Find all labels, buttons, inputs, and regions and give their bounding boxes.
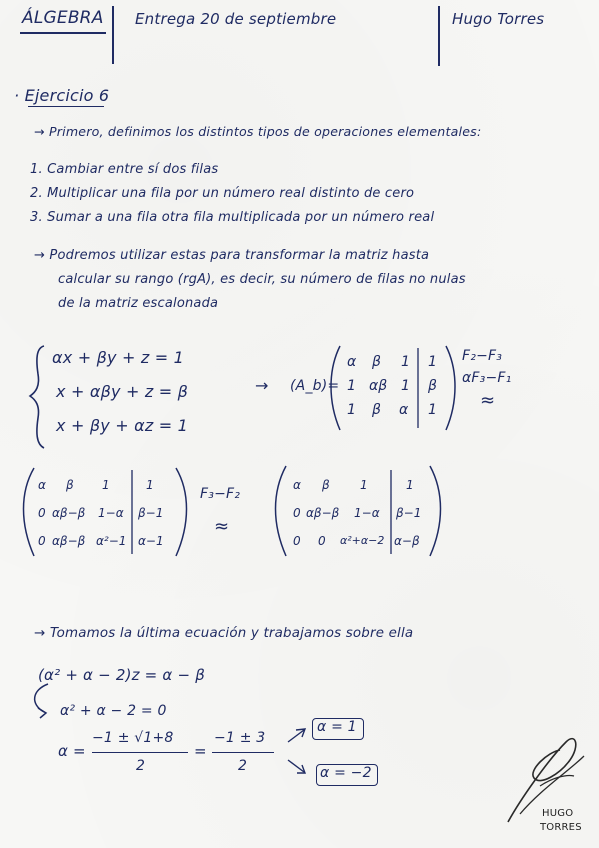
m3-b3: α−β	[394, 534, 420, 548]
signature-name-2: TORRES	[540, 822, 582, 833]
m1-r1c3: 1	[401, 354, 410, 370]
header-subject-underline	[20, 32, 106, 34]
m3-r2c3: 1−α	[354, 506, 380, 520]
m3-b2: β−1	[396, 506, 422, 520]
header-author: Hugo Torres	[452, 10, 545, 28]
system-eq-1: αx + βy + z = 1	[52, 348, 185, 367]
intro-text: → Primero, definimos los distintos tipos de operaciones elementales:	[34, 124, 482, 139]
last-equation: (α² + α − 2)z = α − β	[38, 666, 205, 684]
op-2: 2. Multiplicar una fila por un número real distinto de cero	[30, 186, 415, 201]
approx-2: ≈	[214, 516, 230, 537]
signature-name-1: HUGO	[542, 808, 574, 819]
m3-r1c2: β	[322, 478, 330, 492]
solution-2: α = −2	[320, 765, 372, 781]
fraction-bar-1	[92, 752, 188, 753]
m3-r3c2: 0	[318, 534, 326, 548]
m2-r3c2: αβ−β	[52, 534, 86, 548]
m2-r2c1: 0	[38, 506, 46, 520]
m1-r3c3: α	[399, 402, 409, 418]
m2-b2: β−1	[138, 506, 164, 520]
row-op-3: F₃−F₂	[200, 486, 241, 502]
last-text: → Tomamos la última ecuación y trabajamos sobre ella	[34, 626, 414, 641]
system-eq-3: x + βy + αz = 1	[56, 416, 189, 435]
plan-line-2: calcular su rango (rgA), es decir, su número de filas no nulas	[58, 272, 466, 287]
fraction-bar-2	[212, 752, 274, 753]
formula-denominator: 2	[136, 758, 146, 774]
m1-r2c1: 1	[347, 378, 356, 394]
m1-r2c2: αβ	[369, 378, 388, 394]
m1-r3c1: 1	[347, 402, 356, 418]
m3-r2c2: αβ−β	[306, 506, 340, 520]
m2-r1c2: β	[66, 478, 74, 492]
plan-line-1: → Podremos utilizar estas para transformar la matriz hasta	[34, 248, 430, 263]
m3-r3c1: 0	[293, 534, 301, 548]
row-op-2: αF₃−F₁	[462, 370, 512, 386]
header-subject: ÁLGEBRA	[22, 8, 104, 28]
m3-r1c1: α	[293, 478, 301, 492]
system-eq-2: x + αβy + z = β	[56, 382, 189, 401]
m3-r1c3: 1	[360, 478, 368, 492]
exercise-title: · Ejercicio 6	[14, 86, 110, 105]
formula-denominator-2: 2	[238, 758, 248, 774]
exercise-title-underline	[28, 106, 104, 107]
system-arrow: →	[255, 376, 269, 395]
header-delivery: Entrega 20 de septiembre	[135, 10, 337, 28]
m3-r2c1: 0	[293, 506, 301, 520]
header-divider-2	[438, 6, 440, 66]
m1-r2c3: 1	[401, 378, 410, 394]
m1-r3c2: β	[372, 402, 381, 418]
approx-1: ≈	[480, 390, 496, 411]
m2-b3: α−1	[138, 534, 164, 548]
m2-r2c3: 1−α	[98, 506, 124, 520]
row-op-1: F₂−F₃	[462, 348, 503, 364]
m2-r1c1: α	[38, 478, 46, 492]
formula-numerator: −1 ± √1+8	[92, 730, 174, 746]
m2-r2c2: αβ−β	[52, 506, 86, 520]
op-3: 3. Sumar a una fila otra fila multiplicada por un número real	[30, 210, 435, 225]
m1-r1c2: β	[372, 354, 381, 370]
m3-b1: 1	[406, 478, 414, 492]
plan-line-3: de la matriz escalonada	[58, 296, 219, 311]
m1-b2: β	[428, 378, 437, 394]
m2-r1c3: 1	[102, 478, 110, 492]
m1-r1c1: α	[347, 354, 357, 370]
op-1: 1. Cambiar entre sí dos filas	[30, 162, 219, 177]
augmented-label: (A_b)=	[290, 378, 340, 394]
solution-1: α = 1	[317, 719, 357, 735]
m2-r3c3: α²−1	[96, 534, 127, 548]
formula-numerator-2: −1 ± 3	[214, 730, 266, 746]
m1-b1: 1	[428, 354, 437, 370]
m2-r3c1: 0	[38, 534, 46, 548]
m1-b3: 1	[428, 402, 437, 418]
m3-r3c3: α²+α−2	[340, 534, 385, 547]
m2-b1: 1	[146, 478, 154, 492]
quadratic-equation: α² + α − 2 = 0	[60, 703, 167, 719]
alpha-equals: α =	[58, 742, 86, 760]
header-divider-1	[112, 6, 114, 64]
equals-sign: =	[194, 742, 207, 760]
